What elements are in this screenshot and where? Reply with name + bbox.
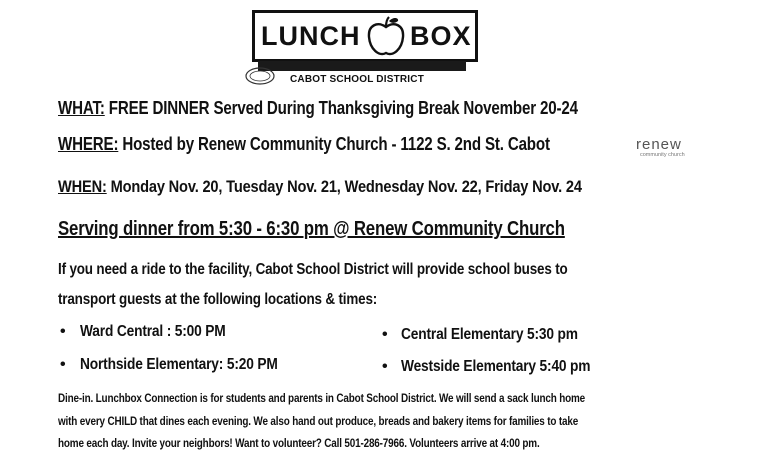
- apple-icon: [364, 15, 408, 59]
- ride-line-1: If you need a ride to the facility, Cabot School District will provide school buses to: [58, 261, 568, 278]
- lunch-box-logo: [252, 10, 478, 62]
- when-text: Monday Nov. 20, Tuesday Nov. 21, Wednesday Nov. 22, Friday Nov. 24: [110, 177, 582, 196]
- district-name: CABOT SCHOOL DISTRICT: [290, 74, 425, 85]
- where-label: WHERE:: [58, 134, 119, 154]
- location-bullet: •: [382, 358, 388, 375]
- footer-line-1: Dine-in. Lunchbox Connection is for students and parents in Cabot School District. We will send a sack lunch home: [58, 391, 585, 405]
- renew-logo-name: renew: [636, 136, 682, 153]
- logo-underbar: [258, 61, 466, 71]
- location-item: Central Elementary 5:30 pm: [401, 326, 578, 343]
- what-text: FREE DINNER Served During Thanksgiving Break November 20-24: [108, 98, 578, 118]
- footer-line-3: home each day. Invite your neighbors! Want to volunteer? Call 501-286-7966. Volunteers arrive at 4:00 pm.: [58, 436, 540, 450]
- renew-church-logo: [636, 138, 685, 158]
- location-item: Northside Elementary: 5:20 PM: [80, 356, 278, 373]
- location-item: Westside Elementary 5:40 pm: [401, 358, 591, 375]
- footer-line-2: with every CHILD that dines each evening. We also hand out produce, breads and bakery items for families to take: [58, 414, 579, 428]
- when-line: [58, 177, 582, 197]
- what-label: WHAT:: [58, 98, 105, 118]
- renew-logo-sub: community church: [640, 152, 685, 158]
- serving-line: Serving dinner from 5:30 - 6:30 pm @ Renew Community Church: [58, 218, 565, 240]
- location-bullet: •: [60, 323, 66, 340]
- location-bullet: •: [60, 356, 66, 373]
- location-bullet: •: [382, 326, 388, 343]
- where-text: Hosted by Renew Community Church - 1122 S. 2nd St. Cabot: [122, 134, 550, 154]
- logo-word-box: BOX: [410, 21, 472, 51]
- when-label: WHEN:: [58, 177, 107, 196]
- district-seal-icon: [244, 66, 276, 86]
- location-item: Ward Central : 5:00 PM: [80, 323, 226, 340]
- where-line: [58, 134, 550, 155]
- logo-word-lunch: LUNCH: [261, 21, 361, 51]
- ride-line-2: transport guests at the following locations & times:: [58, 291, 378, 308]
- what-line: [58, 98, 578, 119]
